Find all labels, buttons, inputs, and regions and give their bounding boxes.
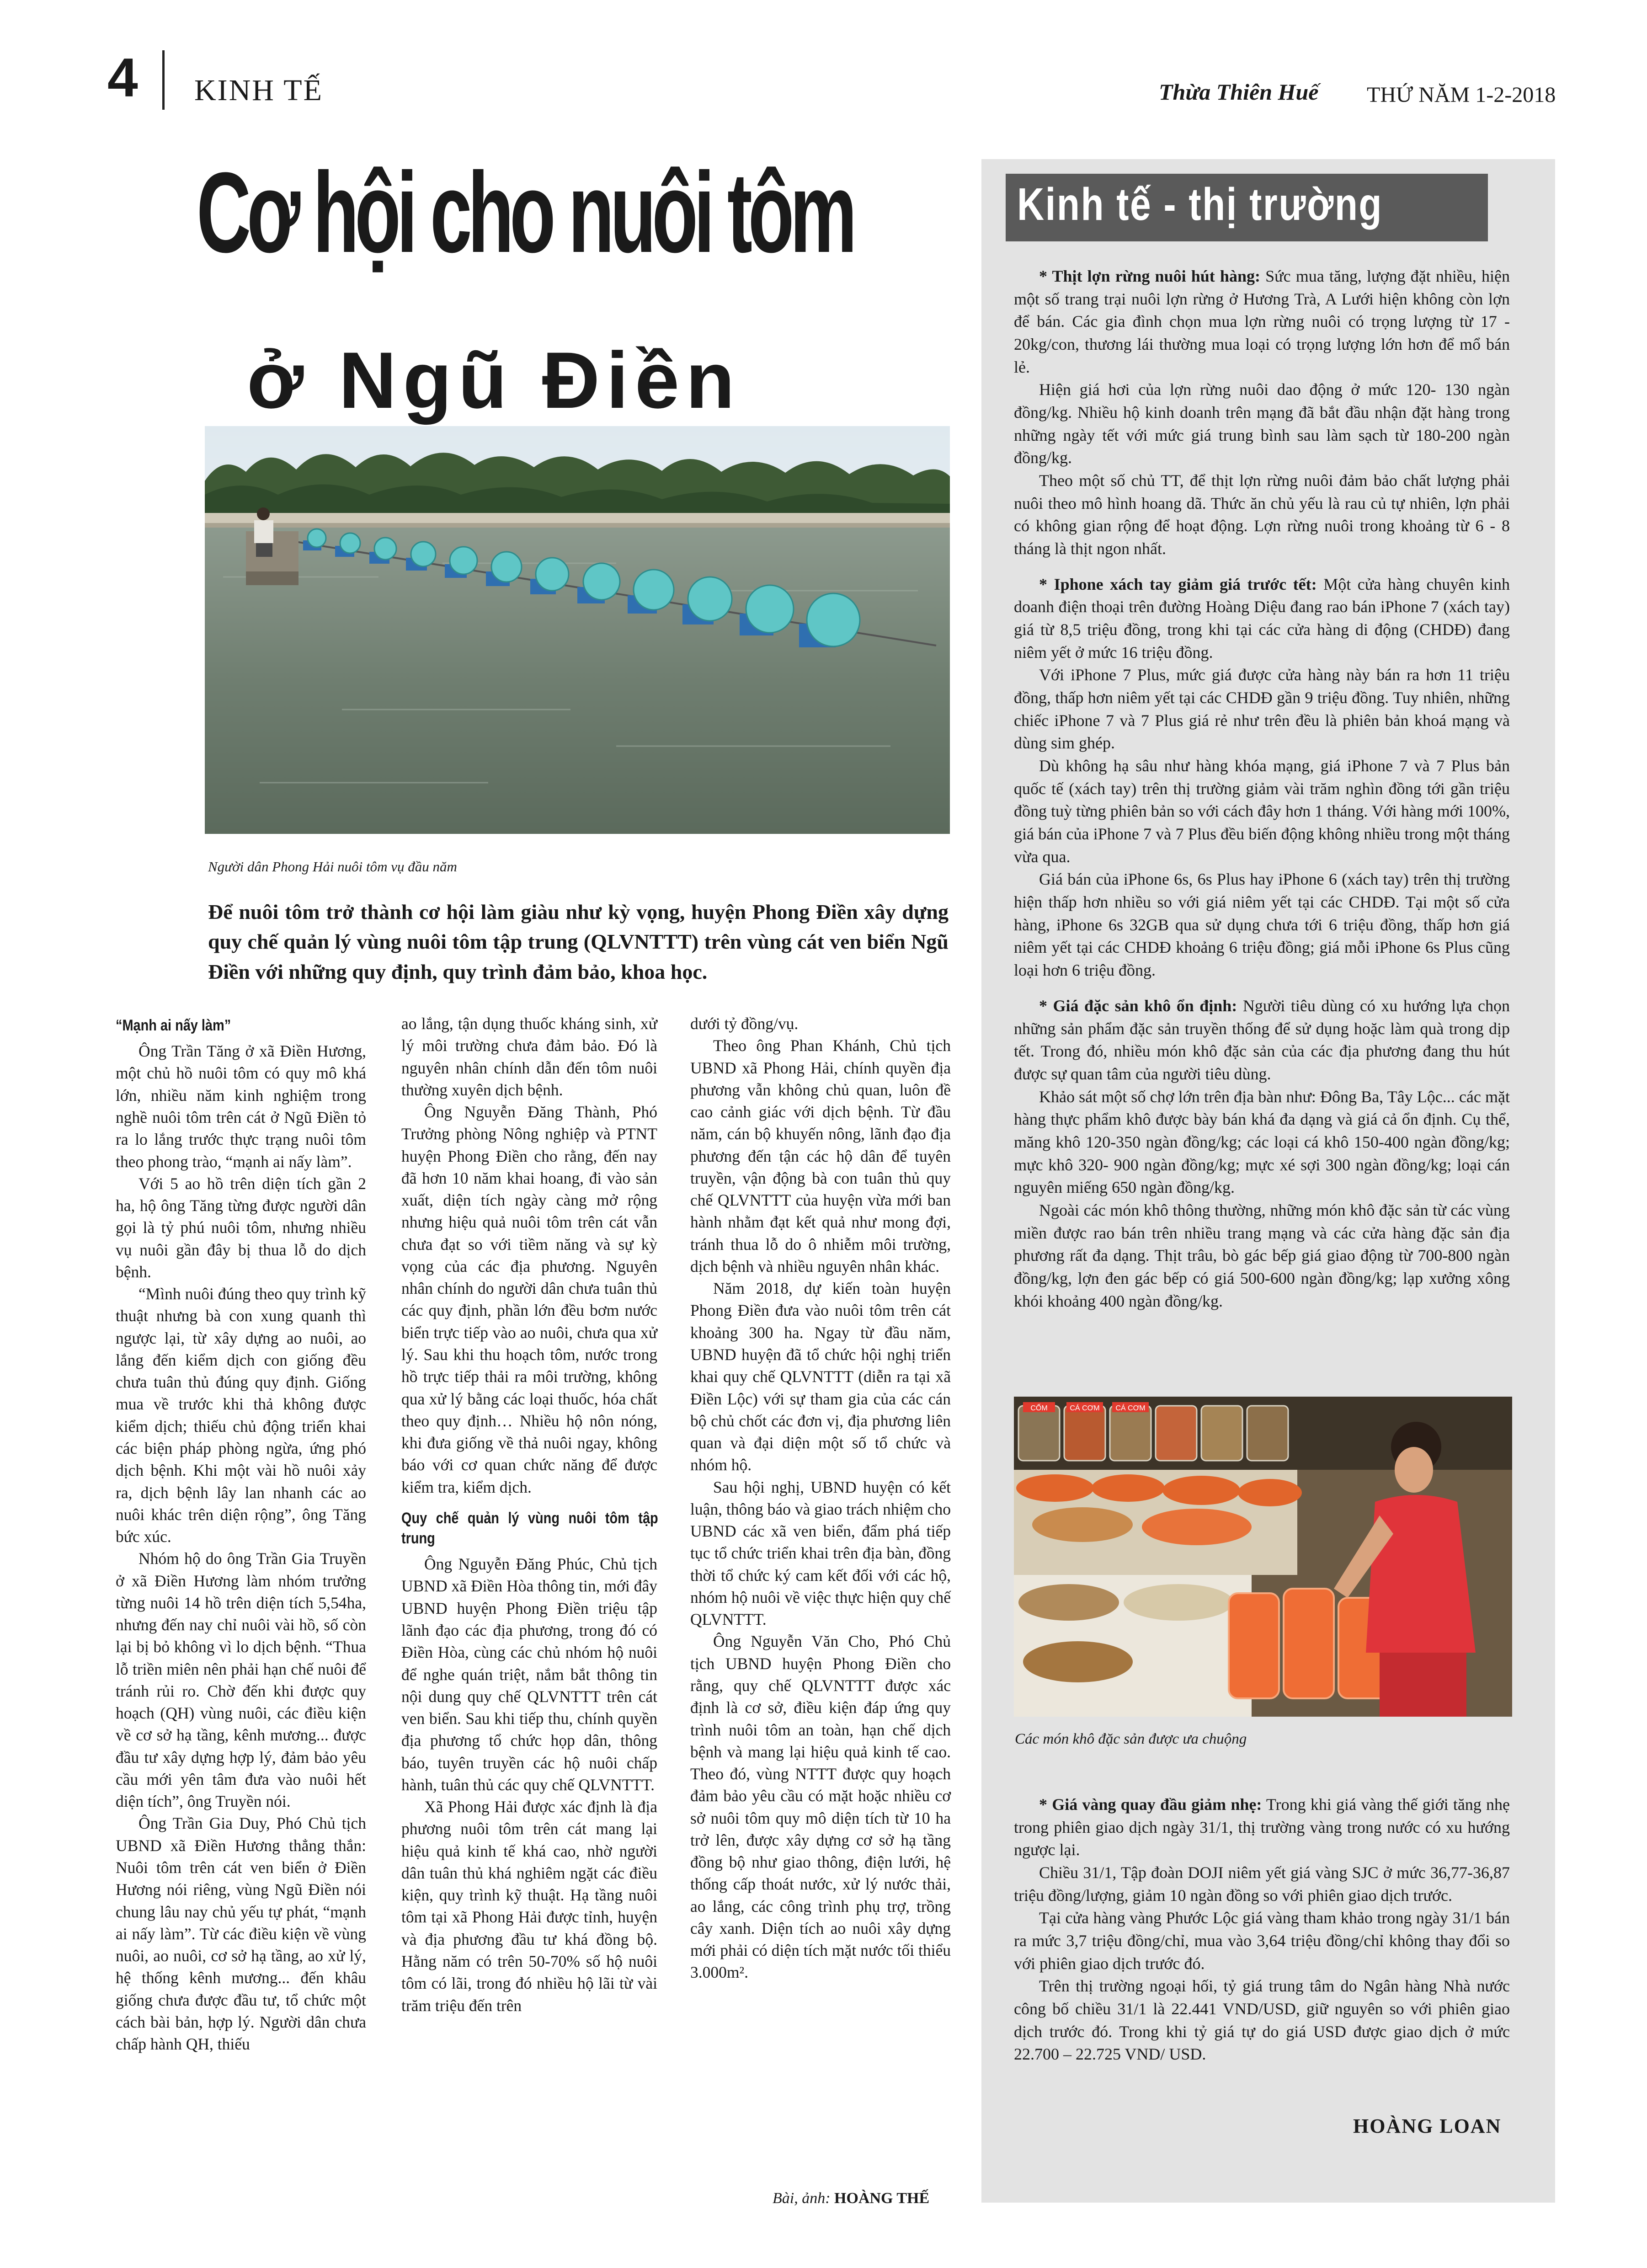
news-item-pork: * Thịt lợn rừng nuôi hút hàng: Sức mua tăng, lượng đặt nhiều, hiện một số trang trại nuôi lợn rừng ở Hương Trà, A Lưới hiện không còn lợn để bán. Các gia đình chọn mua lợn rừng nuôi có trọng lượng từ 17 - 20kg/con, thương lái thường mua loại có trọng lượng lớn hơn để mổ bán lẻ. [1014, 267, 1510, 376]
paragraph: Khảo sát một số chợ lớn trên địa bàn như: Đông Ba, Tây Lộc... các mặt hàng thực phẩm khô được bày bán khá đa dạng và giá cả ổn định. Cụ thể, măng khô 120-350 ngàn đồng/kg; các loại cá khô 150-400 ngàn đồng/kg; mực khô 320- 900 ngàn đồng/kg; mực xé sợi 300 ngàn đồng/kg; loại cán nguyên miếng 650 ngàn đồng/kg. [1014, 1087, 1510, 1197]
subheading: “Mạnh ai nấy làm” [116, 1017, 231, 1034]
paragraph: Chiều 31/1, Tập đoàn DOJI niêm yết giá vàng SJC ở mức 36,77-36,87 triệu đồng/lượng, giảm 10 ngàn đồng so với phiên giao dịch trước. [1014, 1863, 1510, 1905]
issue-date: THỨ NĂM 1-2-2018 [1367, 83, 1556, 107]
byline-prefix: Bài, ảnh: [773, 2190, 831, 2207]
section-name: KINH TẾ [194, 74, 323, 107]
article-lead: Để nuôi tôm trở thành cơ hội làm giàu như kỳ vọng, huyện Phong Điền xây dựng quy chế quản lý vùng nuôi tôm tập trung (QLVNTTT) trên vùng cát ven biển Ngũ Điền với những quy định, quy trình đảm bảo, khoa học. [208, 900, 949, 983]
paragraph: ao lắng, tận dụng thuốc kháng sinh, xử lý môi trường chưa đảm bảo. Đó là nguyên nhân chính dẫn đến tôm nuôi thường xuyên dịch bệnh. [401, 1014, 657, 1099]
sidebar-author: HOÀNG LOAN [1353, 2115, 1502, 2137]
paragraph: Giá bán của iPhone 6s, 6s Plus hay iPhone 6 (xách tay) trên thị trường hiện thấp hơn nhiều so với giá niêm yết tại các CHDĐ. Tại một số cửa hàng, iPhone 6s 32GB qua sử dụng chưa tới 6 triệu đồng, thấp hơn giá niêm yết tại các CHDĐ khoảng 6 triệu đồng; giá mỗi iPhone 6s Plus cũng loại hơn 6 triệu đồng. [1014, 870, 1510, 980]
headline-line-1: Cơ hội cho nuôi tôm [197, 149, 853, 276]
sidebar-photo-caption: Các món khô đặc sản được ưa chuộng [1015, 1731, 1247, 1747]
paragraph: Ông Trần Tăng ở xã Điền Hương, một chủ hồ nuôi tôm có quy mô khá lớn, nhiều năm kinh nghiệm trong nghề nuôi tôm trên cát ở Ngũ Điền tỏ ra lo lắng trước thực trạng nuôi tôm theo phong trào, “mạnh ai nấy làm”. [116, 1042, 366, 1171]
sidebar-news-top [1014, 265, 1510, 1313]
paragraph: Ông Nguyễn Đăng Thành, Phó Trưởng phòng Nông nghiệp và PTNT huyện Phong Điền cho rằng, đến nay đã hơn 10 năm khai hoang, đi vào sản xuất, diện tích ngày càng mở rộng nhưng hiệu quả nuôi tôm trên cát vẫn chưa đạt so với tiềm năng và sự kỳ vọng của các địa phương. Nguyên nhân chính do người dân chưa tuân thủ các quy định, phần lớn đều bơm nước biển trực tiếp vào ao nuôi, chưa qua xử lý. Sau khi thu hoạch tôm, nước trong hồ trực tiếp thải ra môi trường, không qua xử lý bằng các loại thuốc, hóa chất theo quy định… Nhiều hộ nôn nóng, khi đưa giống về thả nuôi ngay, không báo với cơ quan chức năng để được kiểm tra, kiểm dịch. [401, 1103, 657, 1496]
newspaper-name: Thừa Thiên Huế [1159, 79, 1319, 105]
paragraph: Sau hội nghị, UBND huyện có kết luận, thông báo và giao trách nhiệm cho UBND các xã ven biển, đẩm phá tiếp tục tổ chức triển khai trên địa bàn, đồng thời tổ chức ký cam kết đối với các hộ, nhóm hộ nuôi về việc thực hiện quy chế QLVNTTT. [690, 1478, 951, 1629]
paragraph: Hiện giá hơi của lợn rừng nuôi dao động ở mức 120- 130 ngàn đồng/kg. Nhiều hộ kinh doanh trên mạng đã bắt đầu nhận đặt hàng trong những ngày tết với mức giá trung bình sau làm sạch từ 180-200 ngàn đồng/kg. [1014, 380, 1510, 467]
paragraph: Ông Nguyễn Đăng Phúc, Chủ tịch UBND xã Điền Hòa thông tin, mới đây UBND huyện Phong Điền triệu tập lãnh đạo các địa phương, trong đó có Điền Hòa, cùng các chủ nhóm hộ nuôi để nghe quán triệt, nắm bắt thông tin nội dung quy chế QLVNTTT trên cát ven biển. Sau khi tiếp thu, chính quyền địa phương tổ chức họp dân, thông báo, tuyên truyền các hộ nuôi chấp hành, tuân thủ các quy chế QLVNTTT. [401, 1555, 657, 1794]
article-column-1 [116, 1013, 366, 2055]
paragraph: Ông Nguyễn Văn Cho, Phó Chủ tịch UBND huyện Phong Điền cho rằng, quy chế QLVNTTT được xác định là cơ sở, điều kiện đáp ứng quy trình nuôi tôm an toàn, hạn chế dịch bệnh và mang lại hiệu quả kinh tế cao. Theo đó, vùng NTTT được quy hoạch đảm bảo yêu cầu có mặt hoặc nhiều cơ sở nuôi tôm quy mô diện tích từ 10 ha trở lên, được xây dựng cơ sở hạ tầng đồng bộ như giao thông, điện lưới, hệ thống cấp thoát nước, xử lý nước thải, ao lắng, các công trình phụ trợ, trồng cây xanh. Diện tích ao nuôi xây dựng mới phải có diện tích mặt nước tối thiểu 3.000m². [690, 1632, 951, 1982]
news-item-dried-food: * Giá đặc sản khô ổn định: Người tiêu dùng có xu hướng lựa chọn những sản phẩm đặc sản truyền thống để sử dụng hoặc làm quà trong dịp tết. Trong đó, nhiều món khô đặc sản của các địa phương đang thu hút được sự quan tâm của người tiêu dùng. [1014, 996, 1510, 1083]
photo-caption: Người dân Phong Hải nuôi tôm vụ đầu năm [208, 859, 457, 875]
news-item-gold: * Giá vàng quay đầu giảm nhẹ: Trong khi giá vàng thế giới tăng nhẹ trong phiên giao dịch ngày 31/1, thị trường vàng trong nước có xu hướng ngược lại. [1014, 1795, 1510, 1859]
photo-sign-1: CÁ CƠM [1070, 1404, 1100, 1412]
headline-line-2: ở Ngũ Điền [247, 336, 741, 425]
article-column-3 [690, 1013, 951, 1984]
paragraph: Ngoài các món khô thông thường, những món khô đặc sản từ các vùng miền được rao bán trên nhiều trang mạng và các cửa hàng đặc sản địa phương rất đa dạng. Thịt trâu, bò gác bếp giá giao động từ 700-800 ngàn đồng/kg, lợn đen gác bếp có giá 500-600 ngàn đồng/kg; lạp xưởng xông khói khoảng 400 ngàn đồng/kg. [1014, 1201, 1510, 1310]
paragraph: dưới tỷ đồng/vụ. [690, 1014, 799, 1033]
paragraph: Năm 2018, dự kiến toàn huyện Phong Điền đưa vào nuôi tôm trên cát khoảng 300 ha. Ngay từ đầu năm, UBND huyện đã tổ chức hội nghị triển khai quy chế QLVNTTT (diễn ra tại xã Điền Lộc) với sự tham gia của các cán bộ chủ chốt các đơn vị, địa phương liên quan và đại diện một số tổ chức và nhóm hộ. [690, 1279, 951, 1474]
paragraph: Tại cửa hàng vàng Phước Lộc giá vàng tham khảo trong ngày 31/1 bán ra mức 3,7 triệu đồng/chỉ, mua vào 3,64 triệu đồng/chỉ không thay đổi so với phiên giao dịch trước đó. [1014, 1909, 1510, 1973]
photo-sign-3: CỐM [1030, 1404, 1048, 1412]
paragraph: Theo một số chủ TT, để thịt lợn rừng nuôi đảm bảo chất lượng phải nuôi theo mô hình hoang dã. Thức ăn chủ yếu là rau củ tự nhiên, lợn phải có không gian rộng để hoạt động. Lợn rừng nuôi trong khoảng từ 6 - 8 tháng là thịt ngon nhất. [1014, 471, 1510, 558]
paragraph: Theo ông Phan Khánh, Chủ tịch UBND xã Phong Hải, chính quyền địa phương vẫn không chủ quan, luôn đề cao cảnh giác với dịch bệnh. Từ đầu năm, cán bộ khuyến nông, lãnh đạo địa phương đến tận các hộ dân để tuyên truyền, vận động bà con tuân thủ quy chế QLVNTTT của huyện vừa mới ban hành nhằm đạt kết quả như mong đợi, tránh thua lỗ do ô nhiễm môi trường, dịch bệnh và nhiều nguyên nhân khác. [690, 1036, 951, 1275]
paragraph: Với iPhone 7 Plus, mức giá được cửa hàng này bán ra hơn 11 triệu đồng, thấp hơn niêm yết tại các CHDĐ gần 9 triệu đồng. Tuy nhiên, những chiếc iPhone 7 và 7 Plus giá rẻ như trên đều là phiên bản khoá mạng và dùng sim ghép. [1014, 666, 1510, 752]
paragraph: Trên thị trường ngoại hối, tỷ giá trung tâm do Ngân hàng Nhà nước công bố chiều 31/1 là 22.441 VND/USD, giữ nguyên so với phiên giao dịch trước đó. Trong khi tỷ giá tự do giá USD được giao dịch ở mức 22.700 – 22.725 VND/ USD. [1014, 1977, 1510, 2064]
paragraph: Với 5 ao hồ trên diện tích gần 2 ha, hộ ông Tăng từng được người dân gọi là tỷ phú nuôi tôm, nhưng nhiều vụ nuôi gần đây bị thua lỗ do dịch bệnh. [116, 1174, 366, 1281]
sidebar-news-bottom [1014, 1793, 1510, 2066]
byline [773, 2190, 929, 2207]
byline-author: HOÀNG THẾ [834, 2190, 930, 2207]
page-number: 4 [107, 47, 138, 108]
article-column-2 [401, 1013, 657, 2017]
paragraph: Ông Trần Gia Duy, Phó Chủ tịch UBND xã Điền Hương thẳng thắn: Nuôi tôm trên cát ven biển ở Điền Hương nói riêng, vùng Ngũ Điền nói chung lâu nay chủ yếu tự phát, “mạnh ai nấy làm”. Từ các điều kiện về vùng nuôi, ao nuôi, cơ sở hạ tầng, ao xử lý, hệ thống kênh mương... đến khâu giống chưa được đầu tư, tổ chức một cách bài bản, hợp lý. Người dân chưa chấp hành QH, thiếu [116, 1814, 366, 2054]
header-divider [162, 50, 165, 110]
photo-sign-2: CÁ CƠM [1115, 1404, 1146, 1412]
paragraph: Nhóm hộ do ông Trần Gia Truyền ở xã Điền Hương làm nhóm trưởng từng nuôi 14 hồ trên diện tích 5,54ha, nhưng đến nay chỉ nuôi vài hồ, số còn lại bị bỏ không vì lo dịch bệnh. “Thua lỗ triền miên nên phải hạn chế nuôi để tránh rủi ro. Chờ đến khi được quy hoạch (QH) vùng nuôi, các điều kiện về cơ sở hạ tầng, kênh mương... được đầu tư xây dựng hợp lý, đảm bảo yêu cầu mới yên tâm đưa vào nuôi hết diện tích”, ông Truyền nói. [116, 1549, 366, 1811]
paragraph: Dù không hạ sâu như hàng khóa mạng, giá iPhone 7 và 7 Plus bản quốc tế (xách tay) trên thị trường giảm vài trăm nghìn đồng tới gần triệu đồng tuỳ từng phiên bản so với cách đây hơn 1 tháng. Với hàng mới 100%, giá bán của iPhone 7 và 7 Plus đều biến động không nhiều trong một tháng vừa qua. [1014, 757, 1510, 866]
paragraph: Xã Phong Hải được xác định là địa phương nuôi tôm trên cát mang lại hiệu quả kinh tế khá cao, nhờ người dân tuân thủ khá nghiêm ngặt các điều kiện, quy trình kỹ thuật. Hạ tầng nuôi tôm tại xã Phong Hải được tỉnh, huyện và địa phương đầu tư khá đồng bộ. Hằng năm có trên 50-70% số hộ nuôi tôm có lãi, trong đó nhiều hộ lãi từ vài trăm triệu đến trên [401, 1798, 657, 2015]
news-item-iphone: * Iphone xách tay giảm giá trước tết: Một cửa hàng chuyên kinh doanh điện thoại trên đường Hoàng Diệu đang rao bán iPhone 7 (xách tay) giá từ 8,5 triệu đồng, trong khi tại các cửa hàng di động (CHDĐ) đang niêm yết ở mức 16 triệu đồng. [1014, 575, 1510, 662]
subheading: Quy chế quản lý vùng nuôi tôm tập trung [401, 1509, 658, 1548]
shrimp-pond-photo [205, 426, 950, 834]
sidebar-title: Kinh tế - thị trường [1017, 179, 1383, 230]
paragraph: “Mình nuôi đúng theo quy trình kỹ thuật nhưng bà con xung quanh thì ngược lại, từ xây dựng ao nuôi, ao lắng đến kiểm dịch con giống đều chưa tuân thủ đúng quy định. Giống mua về trước khi thả không được kiểm dịch; thiếu chủ động triển khai các biện pháp phòng ngừa, ứng phó dịch bệnh. Khi một vài hồ nuôi xảy ra, dịch bệnh lây lan nhanh các ao nuôi khác trên diện rộng”, ông Tăng bức xúc. [116, 1285, 366, 1546]
dried-food-photo [1014, 1397, 1512, 1717]
